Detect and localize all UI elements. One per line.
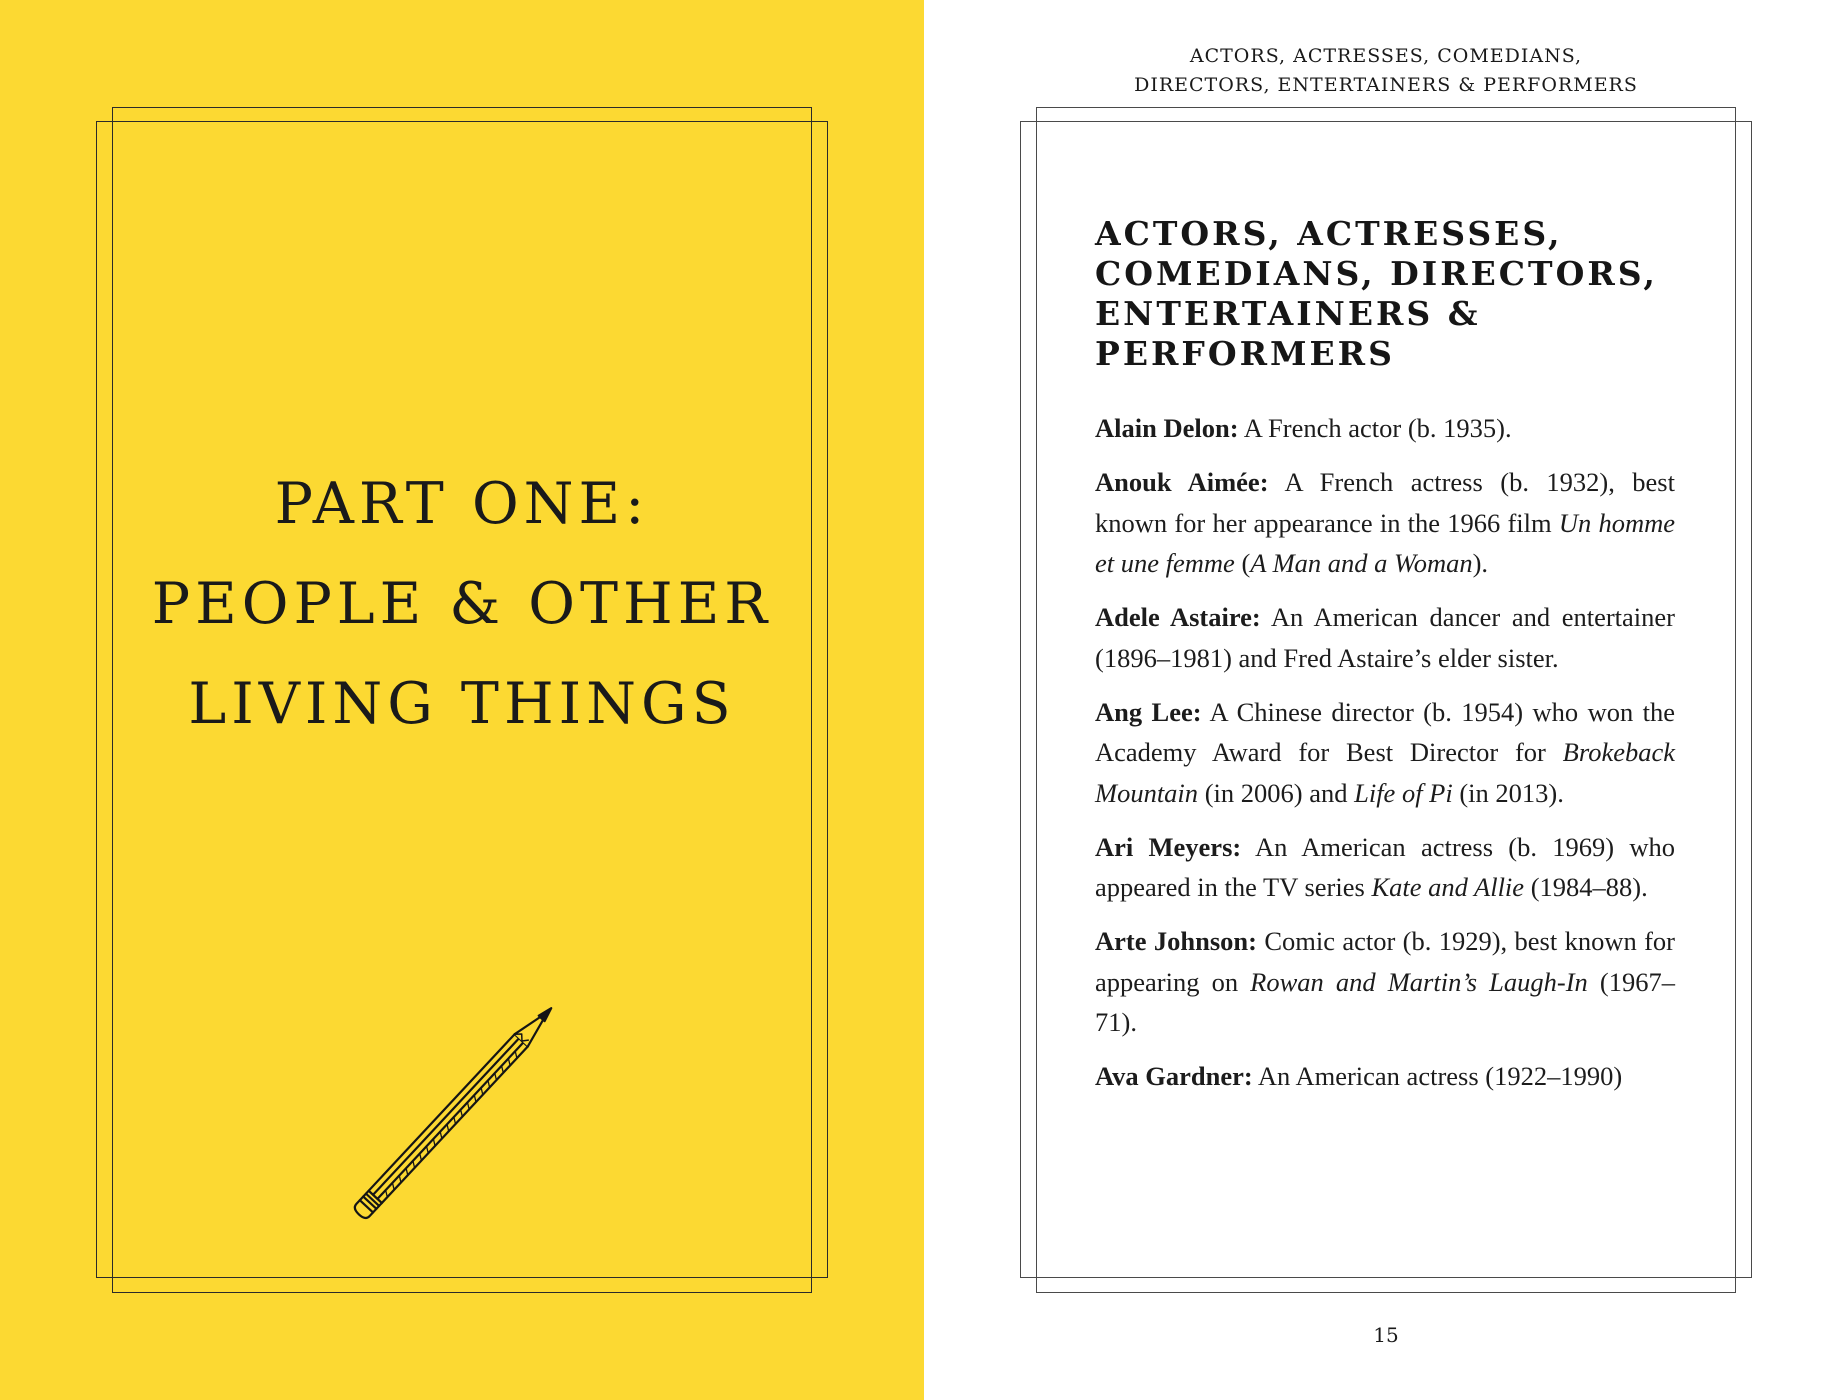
entry [1095, 462, 1675, 584]
entry [1095, 1056, 1675, 1097]
entry-text: Comic actor (b. 1929), best known for appearing on [1095, 926, 1675, 997]
entry-title-italic: Un homme et une femme [1095, 507, 1675, 578]
running-head [1000, 42, 1772, 100]
entry [1095, 827, 1675, 908]
part-title [96, 454, 828, 754]
section-title-line: ACTORS, ACTRESSES, [1095, 214, 1563, 253]
entry-name: Arte Johnson: [1095, 926, 1257, 956]
entry [1095, 921, 1675, 1043]
entry-name: Ari Meyers: [1095, 831, 1242, 862]
entry-title-italic: Rowan and Martin’s Laugh-In [1250, 966, 1588, 997]
entry-name: Adele Astaire: [1095, 602, 1261, 632]
entry [1095, 408, 1675, 449]
section-title [1095, 214, 1715, 374]
page-number: 15 [1373, 1323, 1399, 1347]
entry-text: ). [1472, 548, 1489, 578]
entry-name: Ang Lee: [1095, 696, 1202, 727]
entry-name: Ava Gardner: [1095, 1061, 1253, 1091]
entry-title-italic: Brokeback Mountain [1095, 737, 1675, 808]
entry-name: Alain Delon: [1095, 413, 1239, 443]
entry [1095, 692, 1675, 814]
entry-text: A French actor (b. 1935). [1238, 413, 1512, 443]
running-head-line: ACTORS, ACTRESSES, COMEDIANS, [1189, 45, 1583, 67]
section-title-line: PERFORMERS [1095, 334, 1395, 373]
section-title-line: COMEDIANS, DIRECTORS, [1095, 254, 1658, 293]
entry-text: An American actress (b. 1969) who appeared in the TV series [1095, 831, 1675, 902]
part-title-line: LIVING THINGS [188, 671, 736, 737]
entry-text: An American dancer and entertainer (1896–1981) and Fred Astaire’s elder sister. [1095, 602, 1675, 673]
part-title-line: PEOPLE & OTHER [151, 571, 773, 637]
entry-title-italic: Kate and Allie [1371, 872, 1525, 902]
entry-title-italic: A Man and a Woman [1250, 548, 1473, 578]
section-title-line: ENTERTAINERS & [1095, 294, 1481, 333]
part-title-line: PART ONE: [274, 471, 650, 537]
entry-text: A Chinese director (b. 1954) who won the Academy Award for Best Director for [1095, 696, 1675, 767]
entry-text: (1967–71). [1095, 966, 1675, 1037]
entry [1095, 597, 1675, 678]
entry-text: A French actress (b. 1932), best known for her appearance in the 1966 film [1095, 467, 1675, 538]
entry-text: (1984–88). [1524, 872, 1648, 902]
entry-text: (in 2006) and [1198, 777, 1355, 808]
pencil-icon [345, 970, 585, 1230]
running-head-line: DIRECTORS, ENTERTAINERS & PERFORMERS [1134, 74, 1638, 96]
entry-list [1095, 408, 1675, 1110]
entry-text: (in 2013). [1452, 777, 1564, 808]
entry-text: An American actress (1922–1990) [1252, 1061, 1623, 1091]
entry-name: Anouk Aimée: [1095, 467, 1269, 497]
entry-title-italic: Life of Pi [1354, 777, 1453, 808]
entry-text: ( [1234, 548, 1251, 578]
